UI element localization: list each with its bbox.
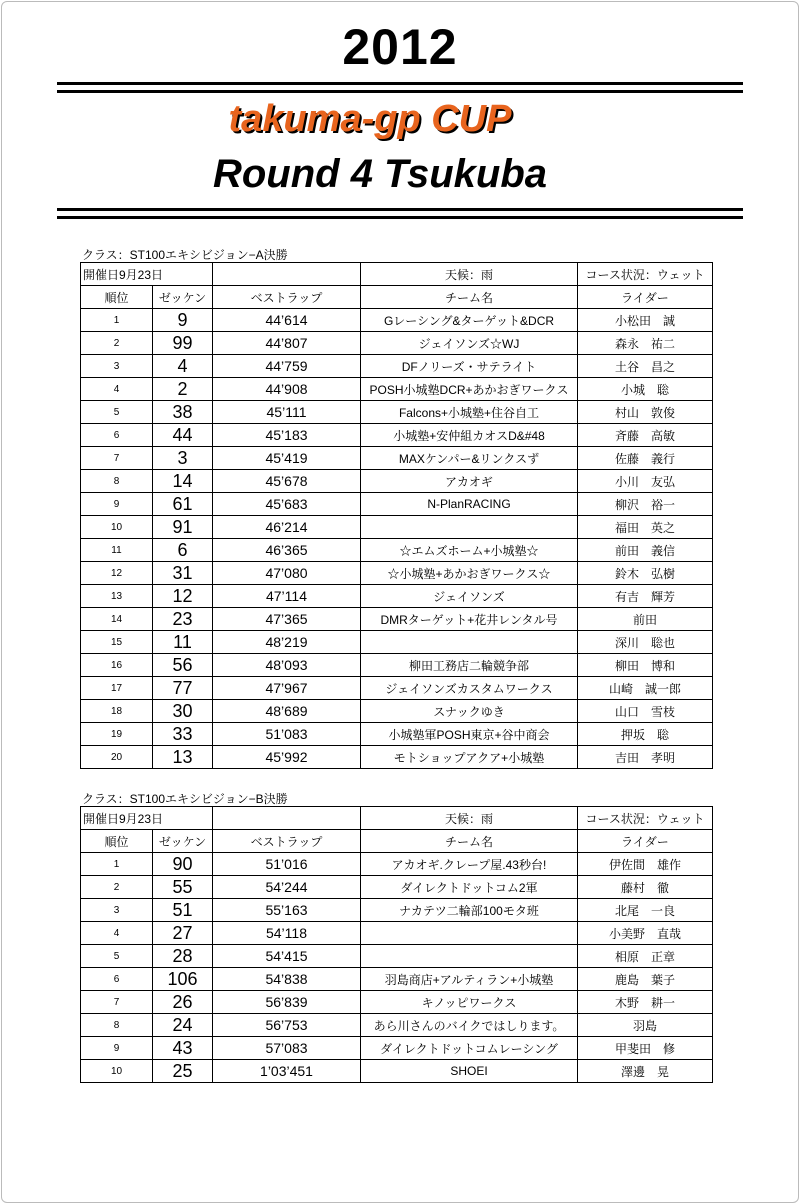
table-row [81, 968, 713, 991]
lap-cell: 45’111 [213, 401, 361, 424]
lap-cell: 56’753 [213, 1014, 361, 1037]
class-label-b: クラス：ST100エキシビジョン−B決勝 [82, 792, 288, 806]
num-cell: 3 [153, 447, 213, 470]
column-header: ライダー [578, 286, 713, 309]
rider-cell: 小美野 直哉 [578, 922, 713, 945]
rider-cell: 村山 敦俊 [578, 401, 713, 424]
team-cell: 柳田工務店二輪競争部 [361, 654, 578, 677]
table-row [81, 1037, 713, 1060]
team-cell [361, 631, 578, 654]
team-cell: POSH小城塾DCR+あかおぎワークス [361, 378, 578, 401]
lap-cell: 48’219 [213, 631, 361, 654]
lap-cell: 51’016 [213, 853, 361, 876]
team-cell: ダイレクトドットコム2軍 [361, 876, 578, 899]
num-cell: 4 [153, 355, 213, 378]
course-cell: コース状況：ウェット [578, 263, 713, 286]
pos-cell: 6 [81, 968, 153, 991]
num-cell: 11 [153, 631, 213, 654]
pos-cell: 15 [81, 631, 153, 654]
table-row [81, 562, 713, 585]
table-row [81, 677, 713, 700]
pos-cell: 1 [81, 309, 153, 332]
num-cell: 99 [153, 332, 213, 355]
rider-cell: 鹿島 葉子 [578, 968, 713, 991]
num-cell: 14 [153, 470, 213, 493]
pos-cell: 4 [81, 922, 153, 945]
lap-cell: 48’689 [213, 700, 361, 723]
rider-cell: 柳田 博和 [578, 654, 713, 677]
table-row [81, 922, 713, 945]
rider-cell: 土谷 昌之 [578, 355, 713, 378]
num-cell: 28 [153, 945, 213, 968]
lap-cell: 44’908 [213, 378, 361, 401]
table-row [81, 539, 713, 562]
lap-cell: 48’093 [213, 654, 361, 677]
pos-cell: 6 [81, 424, 153, 447]
table-row [81, 700, 713, 723]
lap-cell: 45’992 [213, 746, 361, 769]
table-row [81, 516, 713, 539]
year-title: 2012 [342, 19, 458, 75]
team-cell: ダイレクトドットコムレーシング [361, 1037, 578, 1060]
table-row [81, 876, 713, 899]
num-cell: 77 [153, 677, 213, 700]
rider-cell: 山口 雪枝 [578, 700, 713, 723]
pos-cell: 9 [81, 493, 153, 516]
column-header: ゼッケン [153, 286, 213, 309]
team-cell: モトショップアクア+小城塾 [361, 746, 578, 769]
column-header: チーム名 [361, 830, 578, 853]
lap-cell: 45’183 [213, 424, 361, 447]
rider-cell: 北尾 一良 [578, 899, 713, 922]
table-row [81, 1060, 713, 1083]
num-cell: 106 [153, 968, 213, 991]
lap-cell: 54’244 [213, 876, 361, 899]
table-row [81, 309, 713, 332]
rider-cell: 羽島 [578, 1014, 713, 1037]
info-row [81, 807, 713, 830]
rider-cell: 柳沢 裕一 [578, 493, 713, 516]
team-cell: DMRターゲット+花井レンタル号 [361, 608, 578, 631]
column-header: 順位 [81, 830, 153, 853]
pos-cell: 3 [81, 355, 153, 378]
pos-cell: 12 [81, 562, 153, 585]
rider-cell: 福田 英之 [578, 516, 713, 539]
lap-cell: 47’365 [213, 608, 361, 631]
num-cell: 31 [153, 562, 213, 585]
team-cell [361, 516, 578, 539]
pos-cell: 5 [81, 945, 153, 968]
team-cell: DFノリーズ・サテライト [361, 355, 578, 378]
num-cell: 90 [153, 853, 213, 876]
num-cell: 51 [153, 899, 213, 922]
table-row [81, 585, 713, 608]
rider-cell: 藤村 徹 [578, 876, 713, 899]
table-row [81, 447, 713, 470]
weather-cell: 天候：雨 [361, 263, 578, 286]
pos-cell: 5 [81, 401, 153, 424]
lap-cell: 56’839 [213, 991, 361, 1014]
team-cell: ナカテツ二輪部100モタ班 [361, 899, 578, 922]
num-cell: 27 [153, 922, 213, 945]
lap-cell: 51’083 [213, 723, 361, 746]
num-cell: 30 [153, 700, 213, 723]
table-row [81, 470, 713, 493]
pos-cell: 18 [81, 700, 153, 723]
num-cell: 44 [153, 424, 213, 447]
blank-cell [213, 263, 361, 286]
rider-cell: 木野 耕一 [578, 991, 713, 1014]
divider-line [57, 90, 743, 93]
num-cell: 25 [153, 1060, 213, 1083]
column-header: チーム名 [361, 286, 578, 309]
team-cell: MAXケンパー&リンクスず [361, 447, 578, 470]
table-row [81, 332, 713, 355]
pos-cell: 19 [81, 723, 153, 746]
blank-cell [213, 807, 361, 830]
team-cell: N-PlanRACING [361, 493, 578, 516]
rider-cell: 相原 正章 [578, 945, 713, 968]
course-cell: コース状況：ウェット [578, 807, 713, 830]
lap-cell: 54’415 [213, 945, 361, 968]
pos-cell: 7 [81, 991, 153, 1014]
num-cell: 43 [153, 1037, 213, 1060]
pos-cell: 1 [81, 853, 153, 876]
table-row [81, 991, 713, 1014]
team-cell: アカオギ.クレープ屋.43秒台! [361, 853, 578, 876]
class-label-a: クラス：ST100エキシビジョン−A決勝 [82, 248, 288, 262]
pos-cell: 7 [81, 447, 153, 470]
table-row [81, 424, 713, 447]
lap-cell: 54’118 [213, 922, 361, 945]
pos-cell: 2 [81, 332, 153, 355]
rider-cell: 斉藤 高敏 [578, 424, 713, 447]
table-row [81, 746, 713, 769]
table-row [81, 853, 713, 876]
pos-cell: 13 [81, 585, 153, 608]
lap-cell: 47’080 [213, 562, 361, 585]
lap-cell: 46’214 [213, 516, 361, 539]
team-cell: Gレーシング&ターゲット&DCR [361, 309, 578, 332]
divider-line [57, 216, 743, 219]
column-header: ベストラップ [213, 286, 361, 309]
pos-cell: 3 [81, 899, 153, 922]
num-cell: 56 [153, 654, 213, 677]
lap-cell: 44’614 [213, 309, 361, 332]
info-row [81, 263, 713, 286]
rider-cell: 甲斐田 修 [578, 1037, 713, 1060]
divider-line [57, 208, 743, 211]
lap-cell: 55’163 [213, 899, 361, 922]
header-row [81, 830, 713, 853]
team-cell: キノッピワークス [361, 991, 578, 1014]
table-row [81, 945, 713, 968]
pos-cell: 17 [81, 677, 153, 700]
rider-cell: 伊佐間 雄作 [578, 853, 713, 876]
table-row [81, 355, 713, 378]
team-cell [361, 922, 578, 945]
num-cell: 12 [153, 585, 213, 608]
rider-cell: 佐藤 義行 [578, 447, 713, 470]
table-row [81, 899, 713, 922]
rider-cell: 押坂 聡 [578, 723, 713, 746]
team-cell: ジェイソンズ [361, 585, 578, 608]
lap-cell: 44’807 [213, 332, 361, 355]
lap-cell: 57’083 [213, 1037, 361, 1060]
pos-cell: 10 [81, 516, 153, 539]
table-row [81, 723, 713, 746]
num-cell: 24 [153, 1014, 213, 1037]
lap-cell: 1’03’451 [213, 1060, 361, 1083]
lap-cell: 45’419 [213, 447, 361, 470]
table-row [81, 631, 713, 654]
rider-cell: 小川 友弘 [578, 470, 713, 493]
lap-cell: 44’759 [213, 355, 361, 378]
pos-cell: 9 [81, 1037, 153, 1060]
results-table-a [80, 262, 713, 769]
lap-cell: 47’114 [213, 585, 361, 608]
team-cell: SHOEI [361, 1060, 578, 1083]
pos-cell: 14 [81, 608, 153, 631]
team-cell: スナックゆき [361, 700, 578, 723]
pos-cell: 11 [81, 539, 153, 562]
team-cell: ジェイソンズ☆WJ [361, 332, 578, 355]
table-row [81, 1014, 713, 1037]
num-cell: 9 [153, 309, 213, 332]
rider-cell: 前田 [578, 608, 713, 631]
pos-cell: 16 [81, 654, 153, 677]
num-cell: 13 [153, 746, 213, 769]
team-cell: Falcons+小城塾+住谷自工 [361, 401, 578, 424]
lap-cell: 45’683 [213, 493, 361, 516]
num-cell: 33 [153, 723, 213, 746]
num-cell: 2 [153, 378, 213, 401]
rider-cell: 鈴木 弘樹 [578, 562, 713, 585]
divider-line [57, 82, 743, 85]
num-cell: 38 [153, 401, 213, 424]
table-row [81, 401, 713, 424]
pos-cell: 8 [81, 470, 153, 493]
rider-cell: 小城 聡 [578, 378, 713, 401]
column-header: ライダー [578, 830, 713, 853]
column-header: 順位 [81, 286, 153, 309]
date-cell: 開催日9月23日 [81, 807, 213, 830]
team-cell: ジェイソンズカスタムワークス [361, 677, 578, 700]
team-cell: ☆小城塾+あかおぎワークス☆ [361, 562, 578, 585]
round-title: Round 4 Tsukuba [212, 152, 548, 196]
rider-cell: 前田 義信 [578, 539, 713, 562]
num-cell: 61 [153, 493, 213, 516]
rider-cell: 深川 聡也 [578, 631, 713, 654]
pos-cell: 20 [81, 746, 153, 769]
rider-cell: 山崎 誠一郎 [578, 677, 713, 700]
team-cell: ☆エムズホーム+小城塾☆ [361, 539, 578, 562]
table-row [81, 378, 713, 401]
results-table-b [80, 806, 713, 1083]
rider-cell: 森永 祐二 [578, 332, 713, 355]
rider-cell: 小松田 誠 [578, 309, 713, 332]
team-cell [361, 945, 578, 968]
rider-cell: 吉田 孝明 [578, 746, 713, 769]
num-cell: 6 [153, 539, 213, 562]
date-cell: 開催日9月23日 [81, 263, 213, 286]
lap-cell: 54’838 [213, 968, 361, 991]
table-row [81, 608, 713, 631]
lap-cell: 45’678 [213, 470, 361, 493]
num-cell: 26 [153, 991, 213, 1014]
header-row [81, 286, 713, 309]
lap-cell: 47’967 [213, 677, 361, 700]
team-cell: アカオギ [361, 470, 578, 493]
column-header: ゼッケン [153, 830, 213, 853]
lap-cell: 46’365 [213, 539, 361, 562]
num-cell: 23 [153, 608, 213, 631]
rider-cell: 澤邊 晃 [578, 1060, 713, 1083]
weather-cell: 天候：雨 [361, 807, 578, 830]
rider-cell: 有吉 輝芳 [578, 585, 713, 608]
pos-cell: 8 [81, 1014, 153, 1037]
num-cell: 55 [153, 876, 213, 899]
pos-cell: 10 [81, 1060, 153, 1083]
table-row [81, 493, 713, 516]
team-cell: 小城塾+安仲組カオスD&#48 [361, 424, 578, 447]
num-cell: 91 [153, 516, 213, 539]
cup-title: takuma-gp CUP [228, 98, 512, 140]
team-cell: あら川さんのバイクではしります。 [361, 1014, 578, 1037]
team-cell: 小城塾軍POSH東京+谷中商会 [361, 723, 578, 746]
pos-cell: 2 [81, 876, 153, 899]
pos-cell: 4 [81, 378, 153, 401]
column-header: ベストラップ [213, 830, 361, 853]
table-row [81, 654, 713, 677]
team-cell: 羽島商店+アルティラン+小城塾 [361, 968, 578, 991]
